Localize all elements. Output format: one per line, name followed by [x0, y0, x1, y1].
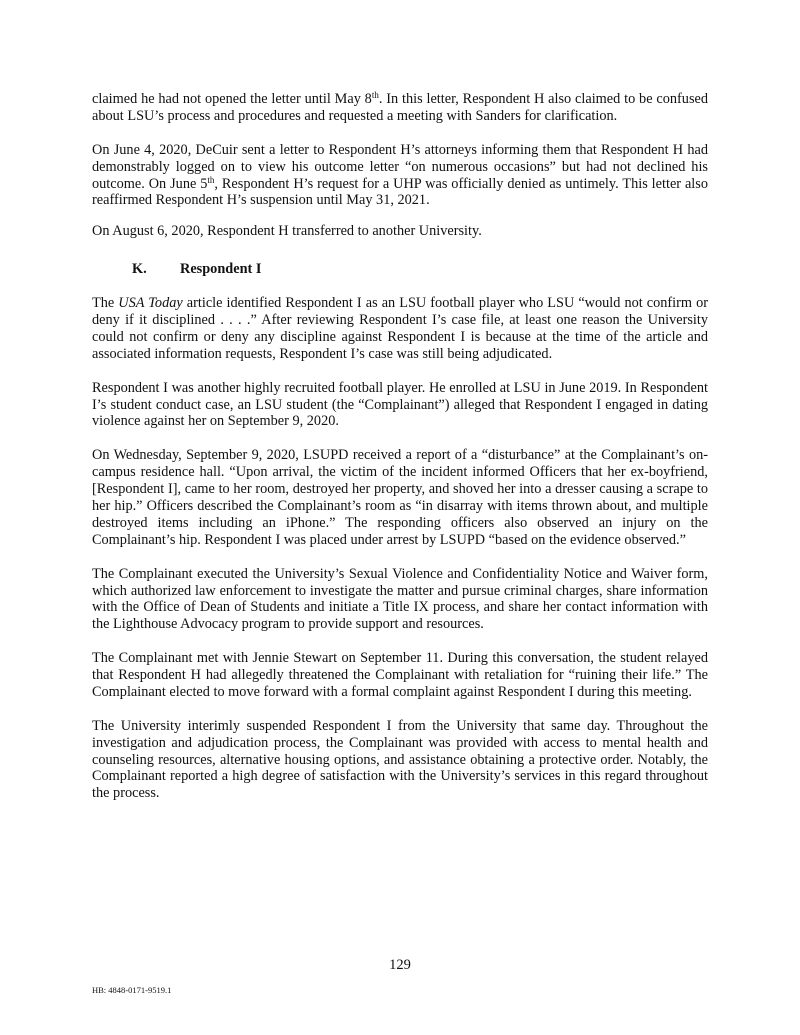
- paragraph: Respondent I was another highly recruited football player. He enrolled at LSU in June 2019. In Respondent I’s student conduct case, an LSU student (the “Complainant”) alleged that Respondent I engaged in dating violence against her on September 9, 2020.: [92, 379, 708, 430]
- paragraph: The Complainant met with Jennie Stewart on September 11. During this conversation, the student relayed that Respondent H had allegedly threatened the Complainant with retaliation for “ruining their life.” The Complainant elected to move forward with a formal complaint against Respondent I during this meeting.: [92, 650, 708, 700]
- superscript: th: [371, 90, 379, 100]
- paragraph: [92, 91, 708, 125]
- publication-title: USA Today: [118, 295, 183, 312]
- paragraph: On August 6, 2020, Respondent H transferred to another University.: [92, 223, 482, 240]
- heading-number: K.: [132, 261, 147, 278]
- text: article identified Respondent I as an LSU football player who LSU “would not confirm or deny if it disciplined . . . .” After reviewing Respondent I’s case file, at least one reason the University could not confirm or deny any discipline against Respondent I is because at the time of the article and associated information requests, Respondent I’s case was still being adjudicated.: [92, 295, 708, 362]
- text: The: [92, 295, 119, 312]
- paragraph: The University interimly suspended Respondent I from the University that same day. Throughout the investigation and adjudication process, the Complainant was provided with access to mental health and counseling resources, alternative housing options, and assistance obtaining a protective order. Notably, the Complainant reported a high degree of satisfaction with the University’s services in this regard throughout the process.: [92, 717, 708, 802]
- section-heading: [92, 261, 708, 278]
- superscript: th: [207, 174, 215, 185]
- page-number: 129: [389, 957, 411, 973]
- document-body: [92, 91, 708, 819]
- text: On June 4, 2020, DeCuir sent a letter to Respondent H’s attorneys informing them that Respondent H had demonstrably logged on to view his outcome letter “on numerous occasions” but had not declined his outcome. On June 5: [92, 141, 708, 192]
- text: . In this letter, Respondent H also claimed to be confused about LSU’s process and procedures and requested a meeting with Sanders for clarification.: [92, 91, 708, 124]
- document-id-footer: HB: 4848-0171-9519.1: [92, 985, 172, 995]
- paragraph: On Wednesday, September 9, 2020, LSUPD received a report of a “disturbance” at the Complainant’s on-campus residence hall. “Upon arrival, the victim of the incident informed Officers that her ex-boyfriend, [Respondent I], came to her room, destroyed her property, and shoved her into a dresser causing a scrape to her hip.” Officers described the Complainant’s room as “in disarray with items thrown about, and multiple destroyed items including an iPhone.” The responding officers also observed an injury on the Complainant’s hip. Respondent I was placed under arrest by LSUPD “based on the evidence observed.”: [92, 447, 708, 548]
- paragraph: [92, 142, 708, 210]
- heading-title: Respondent I: [180, 261, 262, 278]
- text: , Respondent H’s request for a UHP was officially denied as untimely. This letter also reaffirmed Respondent H’s suspension until May 31, 2021.: [92, 175, 708, 209]
- paragraph: The Complainant executed the University’s Sexual Violence and Confidentiality Notice and Waiver form, which authorized law enforcement to investigate the matter and pursue criminal charges, share information with the Office of Dean of Students and initiate a Title IX process, and share her contact information with the Lighthouse Advocacy program to provide support and resources.: [92, 565, 708, 633]
- text: claimed he had not opened the letter until May 8: [92, 91, 372, 107]
- paragraph: [92, 295, 708, 363]
